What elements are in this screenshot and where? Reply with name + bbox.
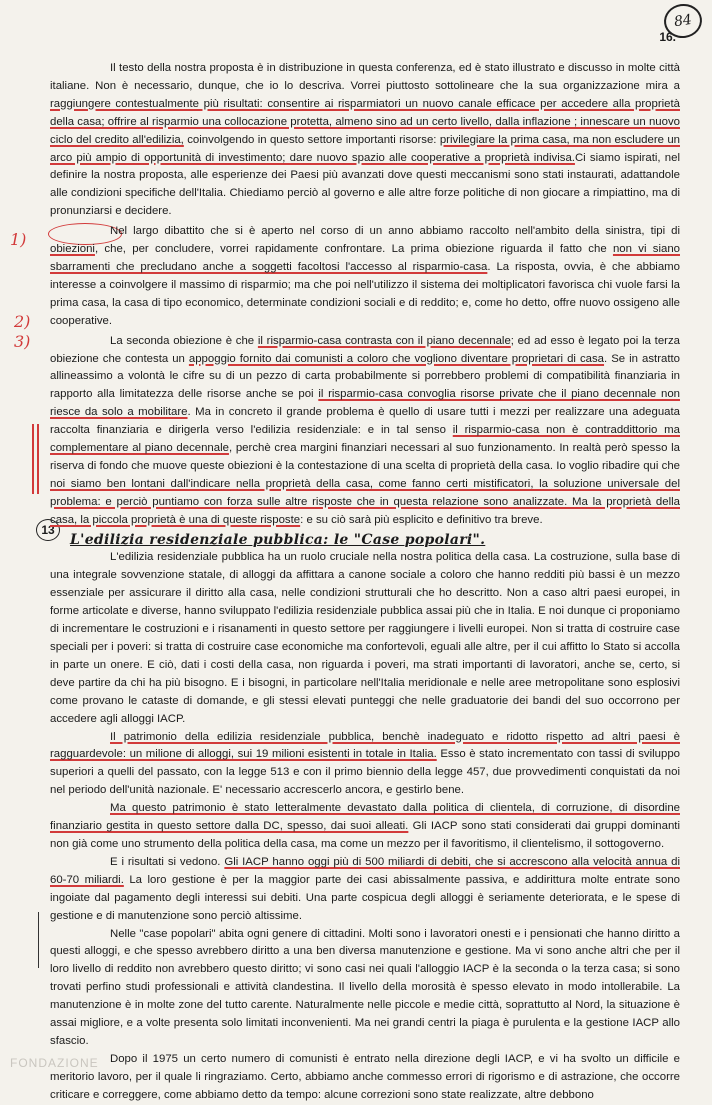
highlight: il risparmio-casa contrasta con il piano decennale [257, 334, 511, 347]
margin-bar-red [32, 424, 34, 494]
handwritten-page-number: 84 [662, 2, 704, 41]
paragraph-patrimony: Il patrimonio della edilizia residenziale pubblica, benchè inadeguato e ridotto rispetto ad altri paesi è ragguardevole: un milione di alloggi, sui 19 milioni esistenti in totale in Italia. Esso è stato incrementato con tassi di sviluppo superiori a quelli del passato, con la legge 513 e con il primo biennio della legge 457, due provvedimenti conquistati da noi nel periodo dell'unità nazionale. E' necessario accrescerlo ancora, e gestirlo bene. [50, 730, 680, 797]
paragraph-after-1975: Dopo il 1975 un certo numero di comunisti è entrato nella direzione degli IACP, e vi ha svolto un difficile e meritorio lavoro, per il quale li ringraziamo. Certo, abbiamo anche commesso errori di rigorismo e di astrazione, che occorre criticare e correggere, come abbiamo detto da tempo: alcune correzioni sono state realizzate, altre debbono [50, 1052, 680, 1101]
highlight: il risparmio-casa convoglia risorse private che il piano decennale non riesce da solo a mobilitare [50, 388, 680, 419]
margin-bar-red [37, 424, 39, 494]
paragraph-case-popolari: Nelle "case popolari" abita ogni genere di cittadini. Molti sono i lavoratori onesti e i pensionati che hanno diritto a questi alloggi, e che spesso avrebbero diritto a una ben diversa manutenzione e gestione. Ma vi sono anche altri che per il loro livello di reddito non avrebbero questo diritto; vi sono casi nei quali l'alloggio IACP è la seconda o la terza casa; si sono trovati perfino studi professionali e attività clandestina. Il livello della morosità è spesso elevato in modo intollerabile. La manutenzione è in molte zone del tutto carente. Naturalmente nelle piccole e medie città, soprattutto al Nord, la situazione è assai migliore, e a volte presenta solo limitati inconvenienti. Ma nei grandi centri la piaga è purulenta e la gestione IACP allo sfascio. [50, 927, 680, 1047]
margin-mark-1: 1) [10, 230, 27, 249]
highlight: privilegiare la prima casa, ma non escludere un arco più ampio di opportunità di investimento; dare nuovo spazio alle cooperative a proprietà indivisa. [50, 133, 680, 164]
highlight: noi siamo ben lontani dall'indicare nella proprietà della casa, come fanno certi mistificatori, la soluzione universale del problema: e perciò puntiamo con forza sulle altre risposte che in questa relazione sono analizzate. Ma la proprietà della casa, la piccola proprietà è una di queste risposte [50, 477, 680, 526]
margin-bar-pencil [38, 912, 39, 968]
highlight: non vi siano sbarramenti che precludano anche a soggetti facoltosi l'accesso al risparmio-casa [50, 243, 680, 273]
margin-mark-2: 2) [14, 312, 31, 331]
section-title-handwritten: L'edilizia residenziale pubblica: le "Case popolari". [70, 531, 486, 548]
document-body [50, 60, 680, 1105]
paragraph-objections: Nel largo dibattito che si è aperto nel corso di un anno abbiamo raccolto nell'ambito della sinistra, tipi di obiezioni, che, per concludere, vorrei rapidamente confrontare. La prima obiezione riguarda il fatto che non vi siano sbarramenti che precludano anche a soggetti facoltosi l'accesso al risparmio-casa. La risposta, ovvia, è che abbiamo interesse a coinvolgere il massimo di risparmio; ma che poi nell'utilizzo il sistema dei moltiplicatori favorisca chi vuole farsi la prima casa, la casa di tipo economico, determinate condizioni sociali e di reddito; e, come ho detto, offre nuovo ossigeno alle cooperative. [50, 225, 680, 327]
highlight: Gli IACP hanno oggi più di 500 miliardi di debiti, che si accrescono alla velocità annua di 60-70 miliardi. [50, 855, 680, 886]
page-number: 16. [659, 30, 676, 44]
margin-mark-3: 3) [14, 332, 31, 351]
paragraph-devastation: Ma questo patrimonio è stato letteralmente devastato dalla politica di clientela, di corruzione, di disordine finanziario gestita in questo settore dalla DC, spesso, dai suoi alleati. Gli IACP sono stati considerati dai gruppi dominanti non già come uno strumento della politica della casa, ma come un mezzo per il favoritismo, il clientelismo, il sottogoverno. [50, 802, 681, 850]
highlight: raggiungere contestualmente più risultati: consentire ai risparmiatori un nuovo canale efficace per accedere alla proprietà della casa; offrire al risparmio una collocazione protetta, almeno sino ad un certo livello, dalla inflazione ; innescare un nuovo ciclo del credito all'edilizia, [50, 97, 680, 146]
paragraph-public-housing: L'edilizia residenziale pubblica ha un ruolo cruciale nella nostra politica della casa. La costruzione, sulla base di una integrale sovvenzione statale, di alloggi da affittara a canone sociale a coloro che hanno redditi più bassi è un mezzo essenziale per assicurare il diritto alla casa, nelle condizioni strutturali che ho descritto. Non a caso altri paesi europei, in forme articolate e diverse, hanno sviluppato l'edilizia residenziale pubblica assai più che in Italia. E noi dunque ci proponiamo di incrementare le costruzioni e i risanamenti in questo settore per raggiungere i livelli europei. Non si tratta di costruire case speciali per i poveri: si tratta di costruire case economiche ma confortevoli, eguali alle altre, per il cui affitto lo Stato si accolla in parte un onere. E ciò, dati i costi della casa, non riguarda i poveri, ma strati importanti di lavoratori, anche se, certo, si deve partire da chi ha più bisogno. E i bisogni, in particolare nell'Italia meridionale e nelle aree metropolitane sono esplosivi come provano le cataste di domande, e gli stessi elevati punteggi che nelle graduatorie dei bandi del suo occorrono per accedere agli alloggi IACP. [50, 551, 680, 725]
highlight: appoggio fornito dai comunisti a coloro che vogliono diventare proprietari di casa [188, 352, 605, 365]
paragraph-second-objection: La seconda obiezione è che il risparmio-casa contrasta con il piano decennale; ed ad esso è legato poi la terza obiezione che contesta un appoggio fornito dai comunisti a coloro che vogliono diventare proprietari di casa. Se in astratto allineassimo a volontà le cifre su di un pezzo di carta probabilmente si porrebbero problemi di compatibilità finanziaria in rapporto alla limitatezza delle risorse anche se poi il risparmio-casa convoglia risorse private che il piano decennale non riesce da solo a mobilitare. Ma in concreto il grande problema è quello di usare tutti i mezzi per realizzare una adeguata raccolta finanziaria e dirigerla verso l'edilizia residenziale: e in tal senso il risparmio-casa non è contraddittorio ma complementare al piano decennale, perchè crea margini finanziari necessari al suo funzionamento. In realtà però spesso la riserva di fondo che muove queste obiezioni è la contestazione di una scelta di proprietà della casa. Io voglio ribadire qui che noi siamo ben lontani dall'indicare nella proprietà della casa, come fanno certi mistificatori, la soluzione universale del problema: e perciò puntiamo con forza sulle altre risposte che in questa relazione sono analizzate. Ma la proprietà della casa, la piccola proprietà è una di queste risposte: e su ciò sarà più esplicito e definitivo tra breve. [50, 334, 680, 526]
highlight: il risparmio-casa non è contraddittorio ma complementare al piano decennale [50, 424, 680, 455]
highlight: obiezioni [50, 243, 95, 256]
paragraph-results: E i risultati si vedono. Gli IACP hanno oggi più di 500 miliardi di debiti, che si accrescono alla velocità annua di 60-70 miliardi. La loro gestione è per la maggior parte dei casi abissalmente passiva, e addirittura molte entrate sono ingoiate dal pagamento degli interessi sui debiti. Una parte cospicua degli alloggi è seriamente deteriorata, e le spese di gestione e di manutenzione sono perciò altissime. [50, 855, 680, 922]
section-number-circle: 13 [36, 519, 60, 541]
highlight: Ma questo patrimonio è stato letteralmente devastato dalla politica di clientela, di corruzione, di disordine finanziario gestita in questo settore dalla DC, spesso, dai suoi alleati. [50, 802, 680, 833]
archive-watermark: FONDAZIONE [10, 1056, 99, 1070]
paragraph-proposal: Il testo della nostra proposta è in distribuzione in questa conferenza, ed è stato illustrato e discusso in molte città italiane. Non è necessario, dunque, che io lo descriva. Vorrei piuttosto sottolineare che la sua organizzazione mira a raggiungere contestualmente più risultati: consentire ai risparmiatori un nuovo canale efficace per accedere alla proprietà della casa; offrire al risparmio una collocazione protetta, almeno sino ad un certo livello, dalla inflazione ; innescare un nuovo ciclo del credito all'edilizia, coinvolgendo in questo settore importanti risorse: privilegiare la prima casa, ma non escludere un arco più ampio di opportunità di investimento; dare nuovo spazio alle cooperative a proprietà indivisa.Ci siamo ispirati, nel definire la nostra proposta, alle esperienze dei Paesi più avanzati dove questi meccanismi sono stati instaurati, adattandole alle condizioni specifiche dell'Italia. Chiediamo perciò al governo e alle altre forze politiche di non giocare a rimpiattino, ma di pronunziarsi e decidere. [50, 62, 680, 218]
highlight: Il patrimonio della edilizia residenziale pubblica, benchè inadeguato e ridotto rispetto ad altri paesi è ragguardevole: un milione di alloggi, sui 19 milioni esistenti in totale in Italia. [50, 730, 680, 761]
